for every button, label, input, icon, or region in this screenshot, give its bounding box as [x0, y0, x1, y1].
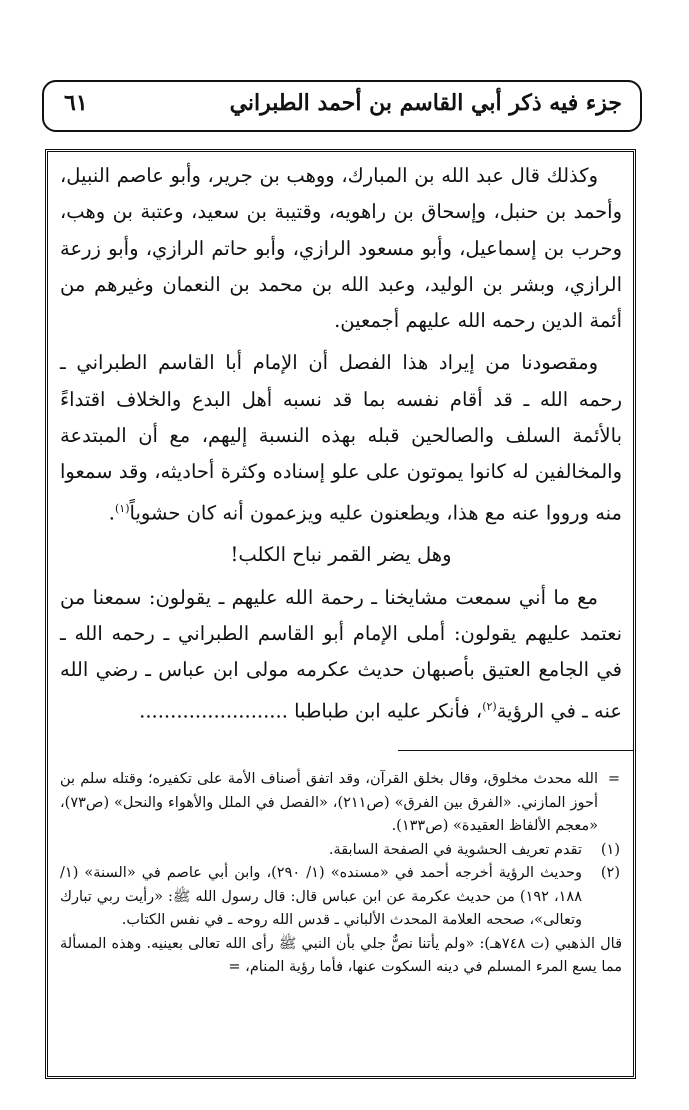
running-title: جزء فيه ذكر أبي القاسم بن أحمد الطبراني: [229, 90, 622, 116]
footnote-text: تقدم تعريف الحشوية في الصفحة السابقة.: [328, 841, 582, 858]
footnote-separator: [398, 750, 634, 751]
paragraph-end: ، فأنكر عليه ابن طباطبا ........................: [139, 699, 483, 723]
paragraph-text: ومقصودنا من إيراد هذا الفصل أن الإمام أبا القاسم الطبراني ـ رحمه الله ـ قد أقام نفسه بما قد نسبه أهل البدع والخلاف اقتداءً بالأئمة السلف والصالحين قبله بهذه النسبة إليهم، مع أن المبتدعة والمخالفين له كانوا يموتون على علو إسناده وكثرة أحاديثه، وقد سمعوا منه ورووا عنه مع هذا، ويطعنون عليه ويزعمون أنه كان حشوياً: [60, 351, 622, 525]
footnote-ref[interactable]: (١): [115, 501, 130, 515]
footnotes: [60, 768, 622, 980]
footnote-text: وحديث الرؤية أخرجه أحمد في «مسنده» (١/ ٢٩٠)، وابن أبي عاصم في «السنة» (١/ ١٨٨، ١٩٢) من حديث عكرمة عن ابن عباس قال: قال رسول الله ﷺ: «رأيت ربي تبارك وتعالى»، صححه العلامة المحدث الألباني ـ قدس الله روحه ـ في نفس الكتاب.: [60, 865, 583, 928]
verse-line: وهل يضر القمر نباح الكلب!: [230, 543, 452, 567]
footnote-text: الله محدث مخلوق، وقال بخلق القرآن، وقد اتفق أصناف الأمة على تكفيره؛ وقتله سلم بن أحوز المازني. «الفرق بين الفرق» (ص٢١١)، «الفصل في الملل والأهواء والنحل» (ص٧٣)، «معجم الألفاظ العقيدة» (ص١٣٣).: [60, 771, 598, 834]
footnote-ref[interactable]: (٢): [482, 699, 497, 713]
paragraph-text: مع ما أني سمعت مشايخنا ـ رحمة الله عليهم ـ يقولون: سمعنا من نعتمد عليهم يقولون: أملى الإمام أبو القاسم الطبراني ـ رحمه الله ـ في الجامع العتيق بأصبهان حديث عكرمه مولى ابن عباس ـ رضي الله عنه ـ في الرؤية: [60, 585, 622, 723]
footnote-2-continued: قال الذهبي (ت ٧٤٨هـ): «ولم يأتنا نصٌّ جلي بأن النبي ﷺ رأى الله تعالى بعينيه. وهذه المسألة مما يسع المرء المسلم في دينه السكوت عنها، فأما رؤية المنام، =: [60, 935, 622, 975]
page-number: ٦١: [64, 90, 88, 116]
footnote-marker: (٢): [600, 865, 620, 881]
continuation-mark: =: [607, 771, 620, 787]
main-text: [60, 158, 622, 735]
page-header: [42, 80, 642, 132]
footnote-2: [60, 862, 622, 933]
paragraph: وكذلك قال عبد الله بن المبارك، ووهب بن جرير، وأبو عاصم النبيل، وأحمد بن حنبل، وإسحاق بن راهويه، وقتيبة بن سعيد، وعتبة بن وهب، وحرب بن إسماعيل، وأبو مسعود الرازي، وأبو حاتم الرازي، وأبو زرعة الرازي، وبشر بن الوليد، وعبد الله بن محمد بن النعمان وغيرهم من أئمة الدين رحمه الله عليهم أجمعين.: [60, 164, 622, 333]
footnote-marker: (١): [600, 841, 620, 858]
paragraph-end: .: [108, 501, 115, 525]
paragraph: [60, 345, 622, 531]
paragraph: [60, 580, 622, 730]
footnote-1: [60, 839, 622, 863]
footnote-continuation: [60, 768, 622, 839]
